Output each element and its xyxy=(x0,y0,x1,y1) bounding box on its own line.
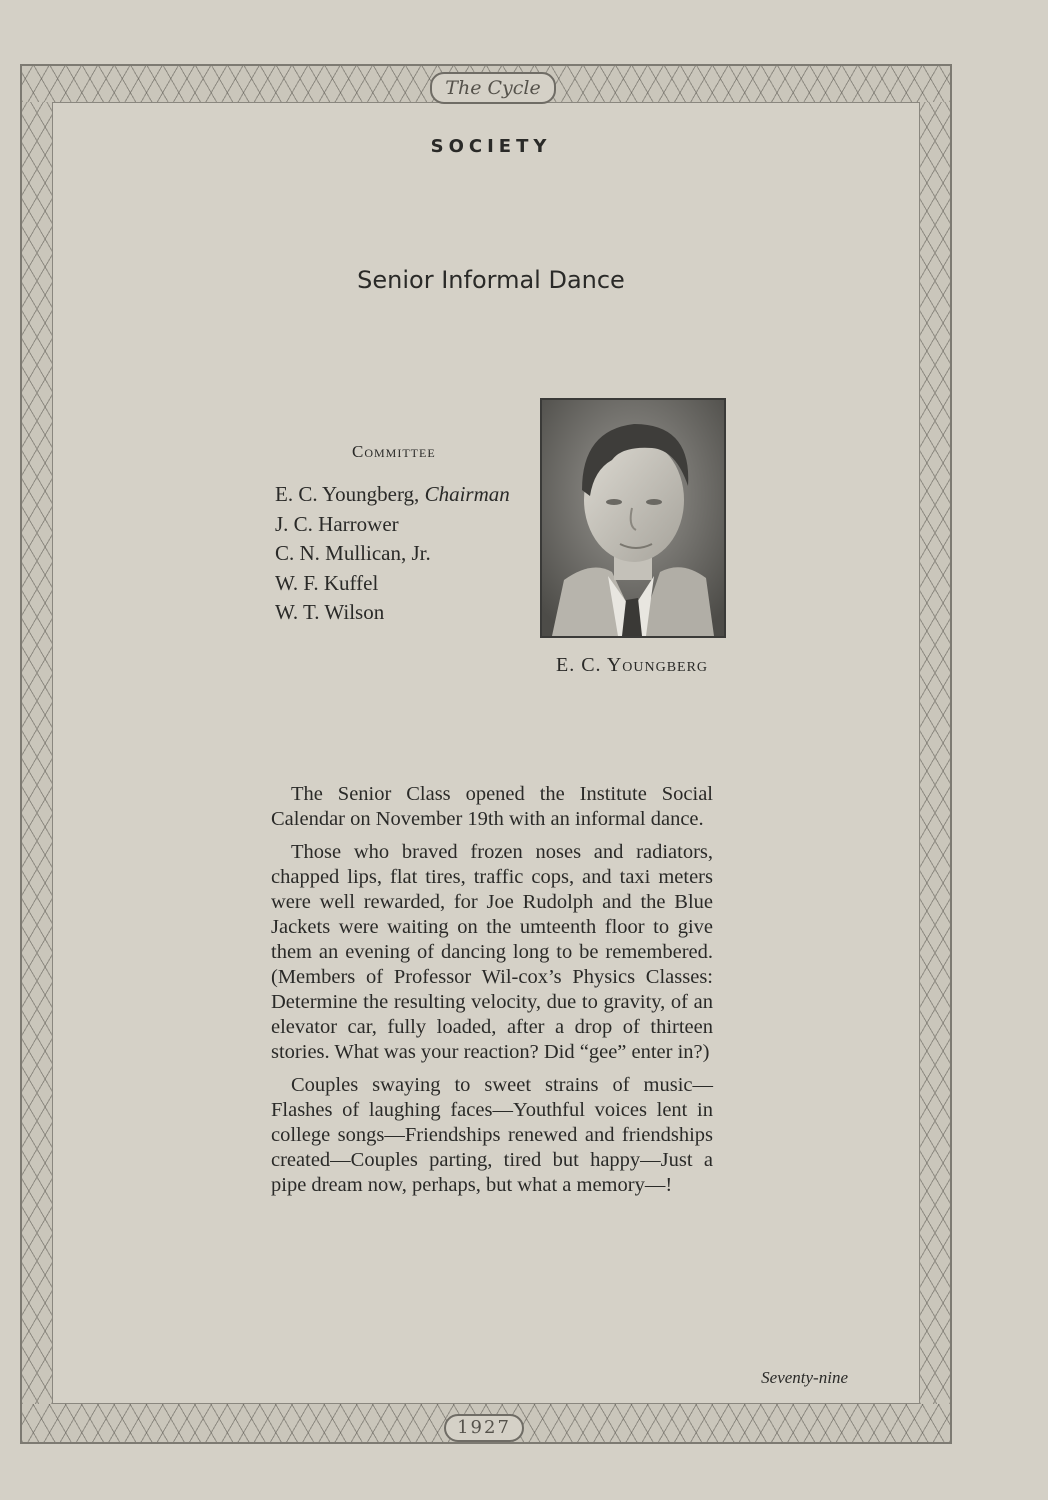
committee-member xyxy=(275,598,510,628)
content-panel xyxy=(52,102,920,1404)
publication-cartouche: The Cycle xyxy=(430,72,556,104)
page-title: Senior Informal Dance xyxy=(357,266,625,294)
portrait-caption: E. C. Youngberg xyxy=(556,654,709,676)
committee-list xyxy=(275,480,510,628)
year-cartouche: 1927 xyxy=(444,1414,524,1442)
paragraph: Couples swaying to sweet strains of music—Flashes of laughing faces—Youthful voices lent in college songs—Friendships renewed and friendships created—Couples parting, tired but happy—Just a pipe dream now, perhaps, but what a memory—! xyxy=(271,1074,713,1196)
paragraph: The Senior Class opened the Institute Social Calendar on November 19th with an informal dance. xyxy=(271,783,713,830)
portrait-image xyxy=(542,400,724,636)
committee-member xyxy=(275,480,510,510)
member-name: J. C. Harrower xyxy=(275,511,399,536)
committee-member xyxy=(275,539,510,569)
decorative-border-right xyxy=(920,102,950,1404)
decorative-border-left xyxy=(22,102,52,1404)
committee-member xyxy=(275,569,510,599)
committee-member xyxy=(275,510,510,540)
section-heading: SOCIETY xyxy=(430,136,552,157)
page-number: Seventy-nine xyxy=(761,1368,848,1387)
member-name: E. C. Youngberg, xyxy=(275,482,420,506)
paragraph: Those who braved frozen noses and radiators, chapped lips, flat tires, traffic cops, and taxi meters were well rewarded, for Joe Rudolph and the Blue Jackets were waiting on the umteenth floor to give them an evening of dancing long to be remembered. (Members of Professor Wil-cox’s Physics Classes: Determine the resulting velocity, due to gravity, of an elevator car, fully loaded, after a drop of thirteen stories. What was your reaction? Did “gee” enter in?) xyxy=(271,841,713,1063)
committee-heading: Committee xyxy=(352,442,436,461)
article-body xyxy=(271,782,713,1206)
member-name: W. F. Kuffel xyxy=(275,570,379,595)
member-name: C. N. Mullican, Jr. xyxy=(275,541,431,565)
member-role: Chairman xyxy=(424,482,510,506)
member-name: W. T. Wilson xyxy=(275,600,385,624)
portrait-photo xyxy=(540,398,726,638)
